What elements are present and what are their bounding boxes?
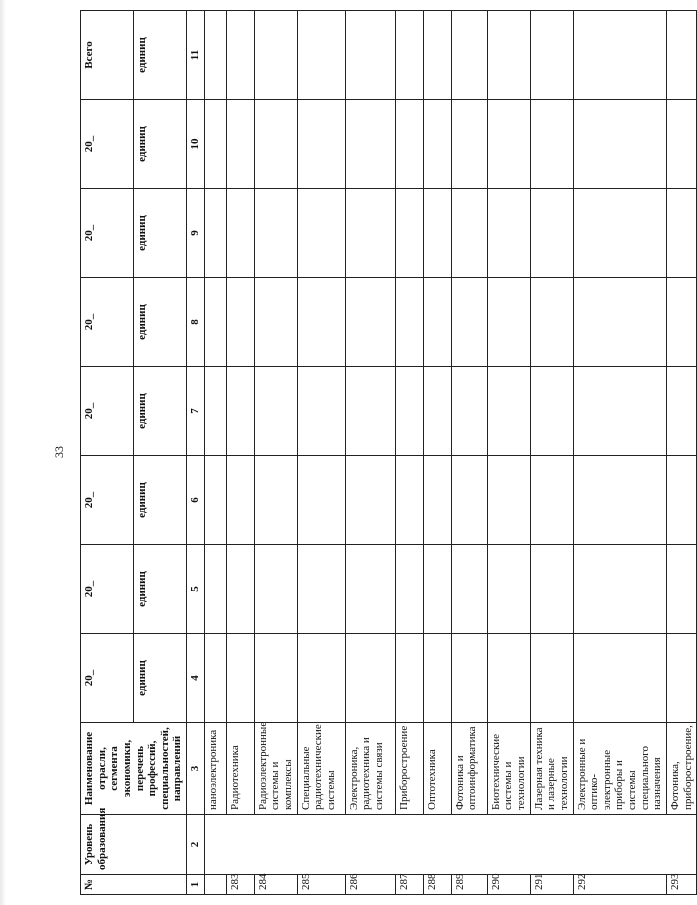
table-cell — [204, 189, 226, 278]
table-cell — [573, 278, 666, 367]
table-cell — [667, 278, 697, 367]
table-cell — [451, 100, 487, 189]
header-year: 20_ — [81, 634, 134, 723]
table-cell — [667, 367, 697, 456]
row-name: Специальные радиотехнические системы — [297, 723, 345, 815]
table-cell — [226, 100, 254, 189]
column-number: 3 — [187, 723, 205, 815]
table-cell — [226, 278, 254, 367]
table-cell — [487, 634, 530, 723]
header-year: 20_ — [81, 456, 134, 545]
rotated-table-container — [80, 10, 694, 895]
row-name: Электроника, радиотехника и системы связи — [345, 723, 395, 815]
table-cell — [423, 278, 451, 367]
column-number: 5 — [187, 545, 205, 634]
table-cell — [451, 11, 487, 100]
header-year: 20_ — [81, 278, 134, 367]
unit-label: единиц — [134, 456, 187, 545]
table-row — [530, 11, 573, 895]
header-year: 20_ — [81, 100, 134, 189]
table-row — [204, 11, 226, 895]
table-cell — [423, 545, 451, 634]
table-cell — [395, 634, 423, 723]
column-number: 6 — [187, 456, 205, 545]
header-row — [81, 11, 134, 895]
column-number: 8 — [187, 278, 205, 367]
table-cell — [573, 634, 666, 723]
row-number: 289 — [451, 875, 487, 895]
table-cell — [204, 11, 226, 100]
table-cell — [667, 11, 697, 100]
row-name: Электронные и оптико-электронные приборы и системы специального назначения — [573, 723, 666, 815]
table-row — [297, 11, 345, 895]
table-cell — [451, 278, 487, 367]
table-cell — [297, 545, 345, 634]
table-cell — [573, 11, 666, 100]
row-number — [204, 875, 226, 895]
table-cell — [395, 367, 423, 456]
table-cell — [573, 100, 666, 189]
table-cell — [254, 634, 297, 723]
row-number: 285 — [297, 875, 345, 895]
table-cell — [395, 278, 423, 367]
row-name: Фотоника, приборостроение, — [667, 723, 697, 815]
row-number: 283 — [226, 875, 254, 895]
table-cell — [204, 100, 226, 189]
table-row — [226, 11, 254, 895]
table-cell — [204, 367, 226, 456]
table-cell — [487, 278, 530, 367]
table-cell — [395, 545, 423, 634]
row-number: 286 — [345, 875, 395, 895]
table-cell — [487, 11, 530, 100]
table-cell — [487, 189, 530, 278]
table-cell — [345, 367, 395, 456]
table-cell — [395, 189, 423, 278]
table-cell — [254, 456, 297, 545]
table-cell — [530, 278, 573, 367]
table-cell — [451, 189, 487, 278]
unit-label: единиц — [134, 189, 187, 278]
table-cell — [204, 278, 226, 367]
table-cell — [667, 456, 697, 545]
table-cell — [451, 634, 487, 723]
table-cell — [297, 189, 345, 278]
table-cell — [573, 456, 666, 545]
table-cell — [667, 189, 697, 278]
column-number: 1 — [187, 875, 205, 895]
table-cell — [226, 456, 254, 545]
column-number: 11 — [187, 11, 205, 100]
row-number: 293 — [667, 875, 697, 895]
row-number: 290 — [487, 875, 530, 895]
header-education-level: Уровень образования — [81, 815, 187, 875]
header-total: Всего — [81, 11, 134, 100]
column-number: 7 — [187, 367, 205, 456]
table-cell — [345, 11, 395, 100]
table-row — [254, 11, 297, 895]
education-table — [80, 10, 697, 895]
table-cell — [451, 367, 487, 456]
table-cell — [487, 456, 530, 545]
table-cell — [487, 100, 530, 189]
table-row — [423, 11, 451, 895]
table-cell — [423, 456, 451, 545]
table-cell — [667, 100, 697, 189]
column-number: 9 — [187, 189, 205, 278]
table-row — [573, 11, 666, 895]
header-no: № — [81, 875, 187, 895]
table-cell — [530, 367, 573, 456]
table-cell — [226, 545, 254, 634]
column-number: 10 — [187, 100, 205, 189]
unit-label: единиц — [134, 367, 187, 456]
unit-label: единиц — [134, 545, 187, 634]
table-cell — [297, 367, 345, 456]
row-name: Радиотехника — [226, 723, 254, 815]
table-cell — [573, 545, 666, 634]
table-cell — [573, 189, 666, 278]
table-cell — [226, 189, 254, 278]
row-name: Оптотехника — [423, 723, 451, 815]
row-name: Радиоэлектронные системы и комплексы — [254, 723, 297, 815]
table-cell — [297, 456, 345, 545]
row-name: наноэлектроника — [204, 723, 226, 815]
table-cell — [204, 456, 226, 545]
table-cell — [345, 189, 395, 278]
table-cell — [345, 278, 395, 367]
table-cell — [667, 634, 697, 723]
table-cell — [423, 367, 451, 456]
row-number: 284 — [254, 875, 297, 895]
table-cell — [395, 11, 423, 100]
table-row — [487, 11, 530, 895]
column-number: 4 — [187, 634, 205, 723]
table-row — [667, 11, 697, 895]
table-cell — [254, 278, 297, 367]
row-number: 292 — [573, 875, 666, 895]
unit-label: единиц — [134, 11, 187, 100]
row-name: Лазерная техника и лазерные технологии — [530, 723, 573, 815]
table-cell — [451, 545, 487, 634]
table-cell — [530, 456, 573, 545]
table-cell — [667, 545, 697, 634]
table-cell — [254, 545, 297, 634]
table-cell — [530, 189, 573, 278]
table-cell — [254, 189, 297, 278]
table-cell — [254, 367, 297, 456]
table-row — [395, 11, 423, 895]
table-cell — [487, 545, 530, 634]
table-cell — [530, 545, 573, 634]
table-cell — [345, 545, 395, 634]
row-name: Фотоника и оптоинформатика — [451, 723, 487, 815]
table-cell — [204, 634, 226, 723]
table-cell — [204, 545, 226, 634]
header-year: 20_ — [81, 189, 134, 278]
table-cell — [345, 100, 395, 189]
table-cell — [226, 367, 254, 456]
row-name: Биотехнические системы и технологии — [487, 723, 530, 815]
table-cell — [423, 100, 451, 189]
table-cell — [395, 100, 423, 189]
header-year: 20_ — [81, 545, 134, 634]
row-name: Приборостроение — [395, 723, 423, 815]
unit-label: единиц — [134, 100, 187, 189]
header-year: 20_ — [81, 367, 134, 456]
column-number-row — [187, 11, 205, 895]
table-cell — [297, 11, 345, 100]
row-number: 288 — [423, 875, 451, 895]
table-cell — [226, 634, 254, 723]
table-cell — [423, 11, 451, 100]
row-number: 291 — [530, 875, 573, 895]
column-number: 2 — [187, 815, 205, 875]
table-cell — [423, 634, 451, 723]
table-cell — [254, 100, 297, 189]
table-cell — [487, 367, 530, 456]
row-number: 287 — [395, 875, 423, 895]
table-cell — [254, 11, 297, 100]
unit-label: единиц — [134, 634, 187, 723]
table-cell — [423, 189, 451, 278]
page-number: 33 — [52, 446, 66, 458]
table-cell — [297, 634, 345, 723]
header-name: Наименование отрасли, сегмента экономики, перечень профессий, специальностей, направлений — [81, 723, 187, 815]
table-cell — [395, 456, 423, 545]
table-cell — [451, 456, 487, 545]
table-cell — [530, 100, 573, 189]
table-cell — [573, 367, 666, 456]
unit-label: единиц — [134, 278, 187, 367]
scan-edge — [0, 0, 6, 905]
table-cell — [530, 634, 573, 723]
education-level-cell — [204, 815, 697, 875]
table-cell — [226, 11, 254, 100]
table-cell — [530, 11, 573, 100]
table-row — [345, 11, 395, 895]
table-cell — [345, 634, 395, 723]
table-cell — [345, 456, 395, 545]
table-cell — [297, 278, 345, 367]
table-cell — [297, 100, 345, 189]
table-row — [451, 11, 487, 895]
